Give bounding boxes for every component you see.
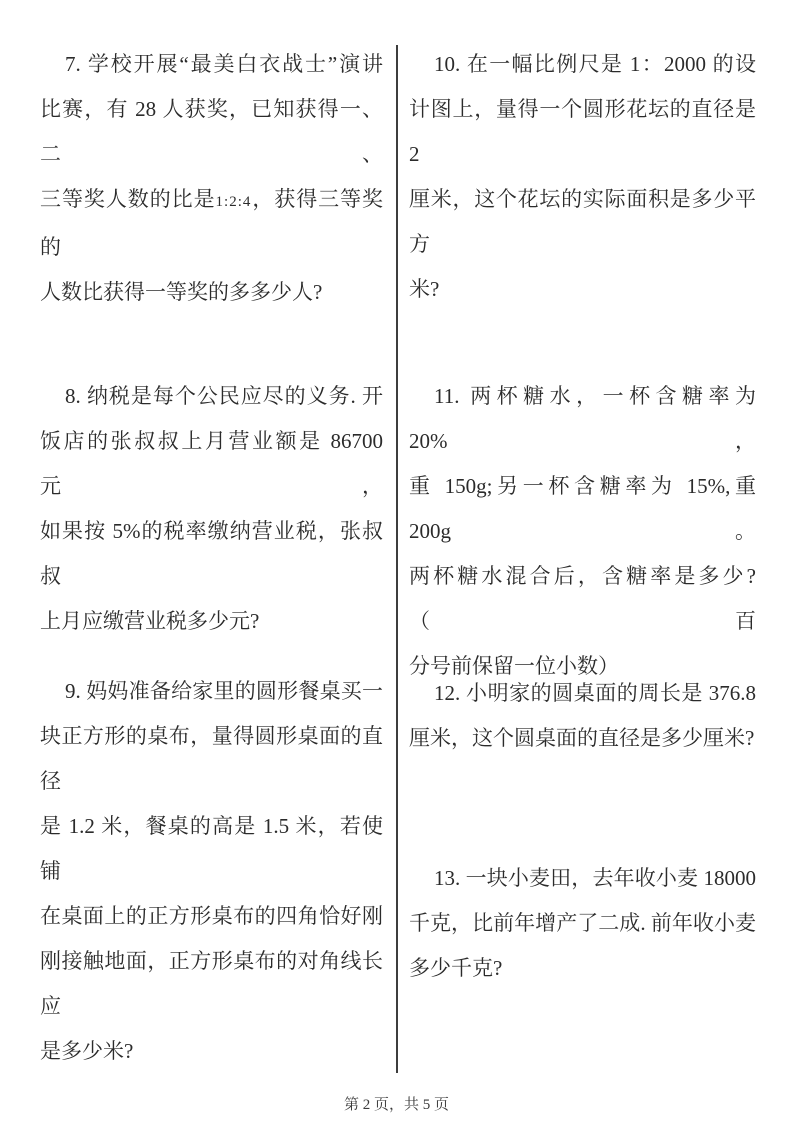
problem-11-line-3: 两杯糖水混合后，含糖率是多少? （百: [409, 564, 756, 633]
problem-8-line-3: 如果按 5%的税率缴纳营业税，张叔叔: [40, 519, 383, 588]
problem-11-line-4: 分号前保留一位小数）: [409, 654, 619, 678]
problem-8: [40, 374, 383, 644]
problem-7-line-1: 7. 学校开展“最美白衣战士”演讲: [65, 52, 383, 76]
column-divider: [396, 45, 398, 1073]
problem-13-line-1: 13. 一块小麦田，去年收小麦 18000: [434, 866, 756, 890]
problem-11-line-2: 重 150g;另一杯含糖率为 15%,重 200g。: [409, 474, 756, 543]
problem-11-line-1: 11. 两杯糖水，一杯含糖率为 20%，: [409, 384, 756, 453]
problem-9-line-4: 在桌面上的正方形桌布的四角恰好刚: [40, 904, 383, 928]
problem-9-line-3: 是 1.2 米，餐桌的高是 1.5 米，若使铺: [40, 814, 383, 883]
problem-7-line-3: [40, 177, 383, 270]
problem-12: [409, 671, 756, 761]
problem-12-line-2: 厘米，这个圆桌面的直径是多少厘米?: [409, 726, 755, 750]
problem-8-line-4: 上月应缴营业税多少元?: [40, 609, 260, 633]
problem-7: [40, 42, 383, 315]
problem-9-line-6: 是多少米?: [40, 1039, 134, 1063]
problem-9-line-1: 9. 妈妈准备给家里的圆形餐桌买一: [65, 679, 383, 703]
problem-8-line-1: 8. 纳税是每个公民应尽的义务. 开: [65, 384, 383, 408]
problem-9-line-5: 刚接触地面，正方形桌布的对角线长应: [40, 949, 383, 1018]
problem-7-line-3-after: ，获得三等奖的: [40, 187, 384, 259]
problem-13-line-2: 千克，比前年增产了二成. 前年收小麦: [409, 911, 756, 935]
problem-7-line-2: 比赛，有 28 人获奖，已知获得一、二、: [40, 97, 383, 166]
problem-10-line-3: 厘米，这个花坛的实际面积是多少平方: [409, 187, 756, 256]
problem-11: [409, 374, 756, 689]
problem-10: [409, 42, 756, 312]
problem-13: [409, 856, 756, 991]
problem-7-line-4: 人数比获得一等奖的多多少人?: [40, 280, 323, 304]
problem-13-line-3: 多少千克?: [409, 956, 503, 980]
problem-12-line-1: 12. 小明家的圆桌面的周长是 376.8: [434, 681, 756, 705]
problem-10-line-2: 计图上，量得一个圆形花坛的直径是 2: [409, 97, 756, 166]
problem-7-line-3-before: 三等奖人数的比是: [40, 187, 216, 211]
problem-7-ratio-text: 1:2:4: [215, 194, 252, 210]
problem-8-line-2: 饭店的张叔叔上月营业额是 86700 元，: [40, 429, 383, 498]
problem-9-line-2: 块正方形的桌布，量得圆形桌面的直径: [40, 724, 383, 793]
problem-10-line-4: 米?: [409, 277, 440, 301]
page-number-label: 第 2 页，共 5 页: [343, 1097, 449, 1113]
problem-10-line-1: 10. 在一幅比例尺是 1：2000 的设: [434, 52, 756, 76]
problem-9: [40, 669, 383, 1074]
page-footer: [0, 1094, 793, 1116]
